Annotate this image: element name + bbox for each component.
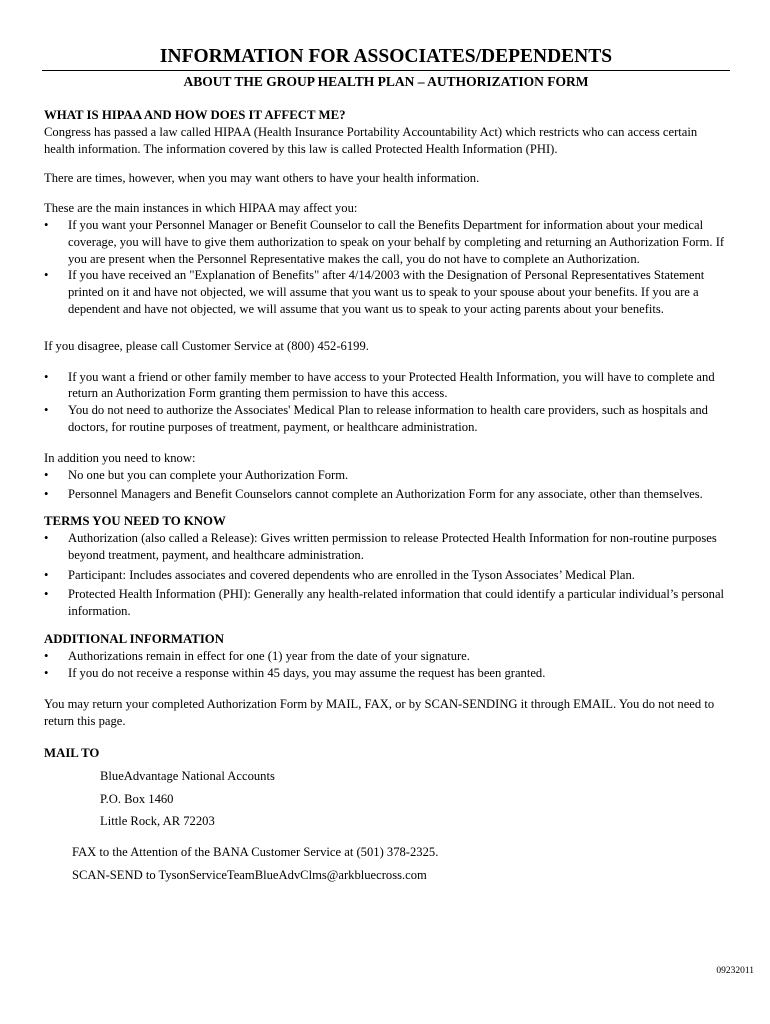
list-item [44,467,728,484]
document-title: INFORMATION FOR ASSOCIATES/DEPENDENTS [159,46,613,67]
bullet-icon: • [44,268,49,283]
list-item-text: Personnel Managers and Benefit Counselors cannot complete an Authorization Form for any associate, other than themselves. [68,487,703,502]
list-item [44,369,728,403]
bullet-icon: • [44,467,49,482]
disagree-paragraph: If you disagree, please call Customer Service at (800) 452-6199. [44,338,369,353]
list-item-text: Protected Health Information (PHI): Generally any health-related information that could identify a particular individual’s personal information. [68,587,725,619]
title-divider [42,70,730,71]
instances-list [44,217,728,318]
hipaa-heading: WHAT IS HIPAA AND HOW DOES IT AFFECT ME? [44,108,346,122]
others-paragraph: There are times, however, when you may want others to have your health information. [44,171,480,186]
list-item-text: Authorizations remain in effect for one (1) year from the date of your signature. [68,648,470,663]
hipaa-intro-paragraph: Congress has passed a law called HIPAA (Health Insurance Portability Accountability Act) which restricts who can access certain health information. The information covered by this law is called Protected Health Information (PHI). [44,124,698,156]
address-line: Little Rock, AR 72203 [100,814,215,829]
list-item-text: No one but you can complete your Authorization Form. [68,467,349,482]
other-return-methods [44,844,728,884]
bullet-icon: • [44,217,49,232]
list-item [44,665,728,682]
form-code: 09232011 [716,966,754,977]
list-item [44,567,728,584]
list-item [44,486,728,503]
bullet-icon: • [44,403,49,418]
bullet-icon: • [44,665,49,680]
document-page [44,46,728,884]
list-item [44,586,728,620]
list-item-text: You do not need to authorize the Associates' Medical Plan to release information to health care providers, such as hospitals and doctors, for routine purposes of treatment, payment, or healthcare administration. [68,403,708,434]
terms-heading: TERMS YOU NEED TO KNOW [44,514,226,529]
access-list [44,369,728,436]
additional-info-heading: ADDITIONAL INFORMATION [44,631,224,646]
list-item-text: If you have received an "Explanation of Benefits" after 4/14/2003 with the Designation of Personal Representatives Statement printed on it and have not objected, we will assume that you want us to speak to your spouse about your benefits. If you are a dependent and have not objected, we will assume that you want us to speak to your acting parents about your benefits. [68,268,705,316]
bullet-icon: • [44,587,49,602]
list-item [44,267,728,317]
scan-send-line: SCAN-SEND to TysonServiceTeamBlueAdvClms@arkbluecross.com [72,867,427,882]
bullet-icon: • [44,487,49,502]
list-item [44,648,728,665]
terms-list [44,530,728,620]
document-subtitle: ABOUT THE GROUP HEALTH PLAN – AUTHORIZATION FORM [183,74,589,89]
mailing-address [44,768,728,830]
address-line: P.O. Box 1460 [100,791,174,806]
list-item [44,530,728,564]
instances-paragraph: These are the main instances in which HIPAA may affect you: [44,201,358,216]
list-item-text: If you do not receive a response within 45 days, you may assume the request has been granted. [68,665,546,680]
return-instructions: You may return your completed Authorization Form by MAIL, FAX, or by SCAN-SENDING it through EMAIL. You do not need to return this page. [44,697,715,729]
additional-info-list [44,648,728,682]
list-item-text: Participant: Includes associates and covered dependents who are enrolled in the Tyson Associates’ Medical Plan. [68,567,635,582]
need-to-know-intro: In addition you need to know: [44,450,196,465]
need-to-know-list [44,467,728,504]
list-item-text: Authorization (also called a Release): Gives written permission to release Protected Health Information for non-routine purposes beyond treatment, payment, and healthcare administration. [68,530,717,562]
bullet-icon: • [44,530,49,545]
address-line: BlueAdvantage National Accounts [100,768,275,783]
list-item-text: If you want your Personnel Manager or Benefit Counselor to call the Benefits Department for information about your medical coverage, you will have to give them authorization to speak on your behalf by completing and returning an Authorization Form. If you are present when the Personnel Representative makes the call, you do not have to complete an Authorization. [68,217,725,266]
fax-line: FAX to the Attention of the BANA Customer Service at (501) 378-2325. [72,845,439,860]
bullet-icon: • [44,369,49,384]
list-item [44,217,728,267]
mail-to-heading: MAIL TO [44,745,100,760]
list-item [44,402,728,436]
bullet-icon: • [44,648,49,663]
list-item-text: If you want a friend or other family member to have access to your Protected Health Information, you will have to complete and return an Authorization Form granting them permission to have this access. [68,369,715,401]
bullet-icon: • [44,567,49,582]
